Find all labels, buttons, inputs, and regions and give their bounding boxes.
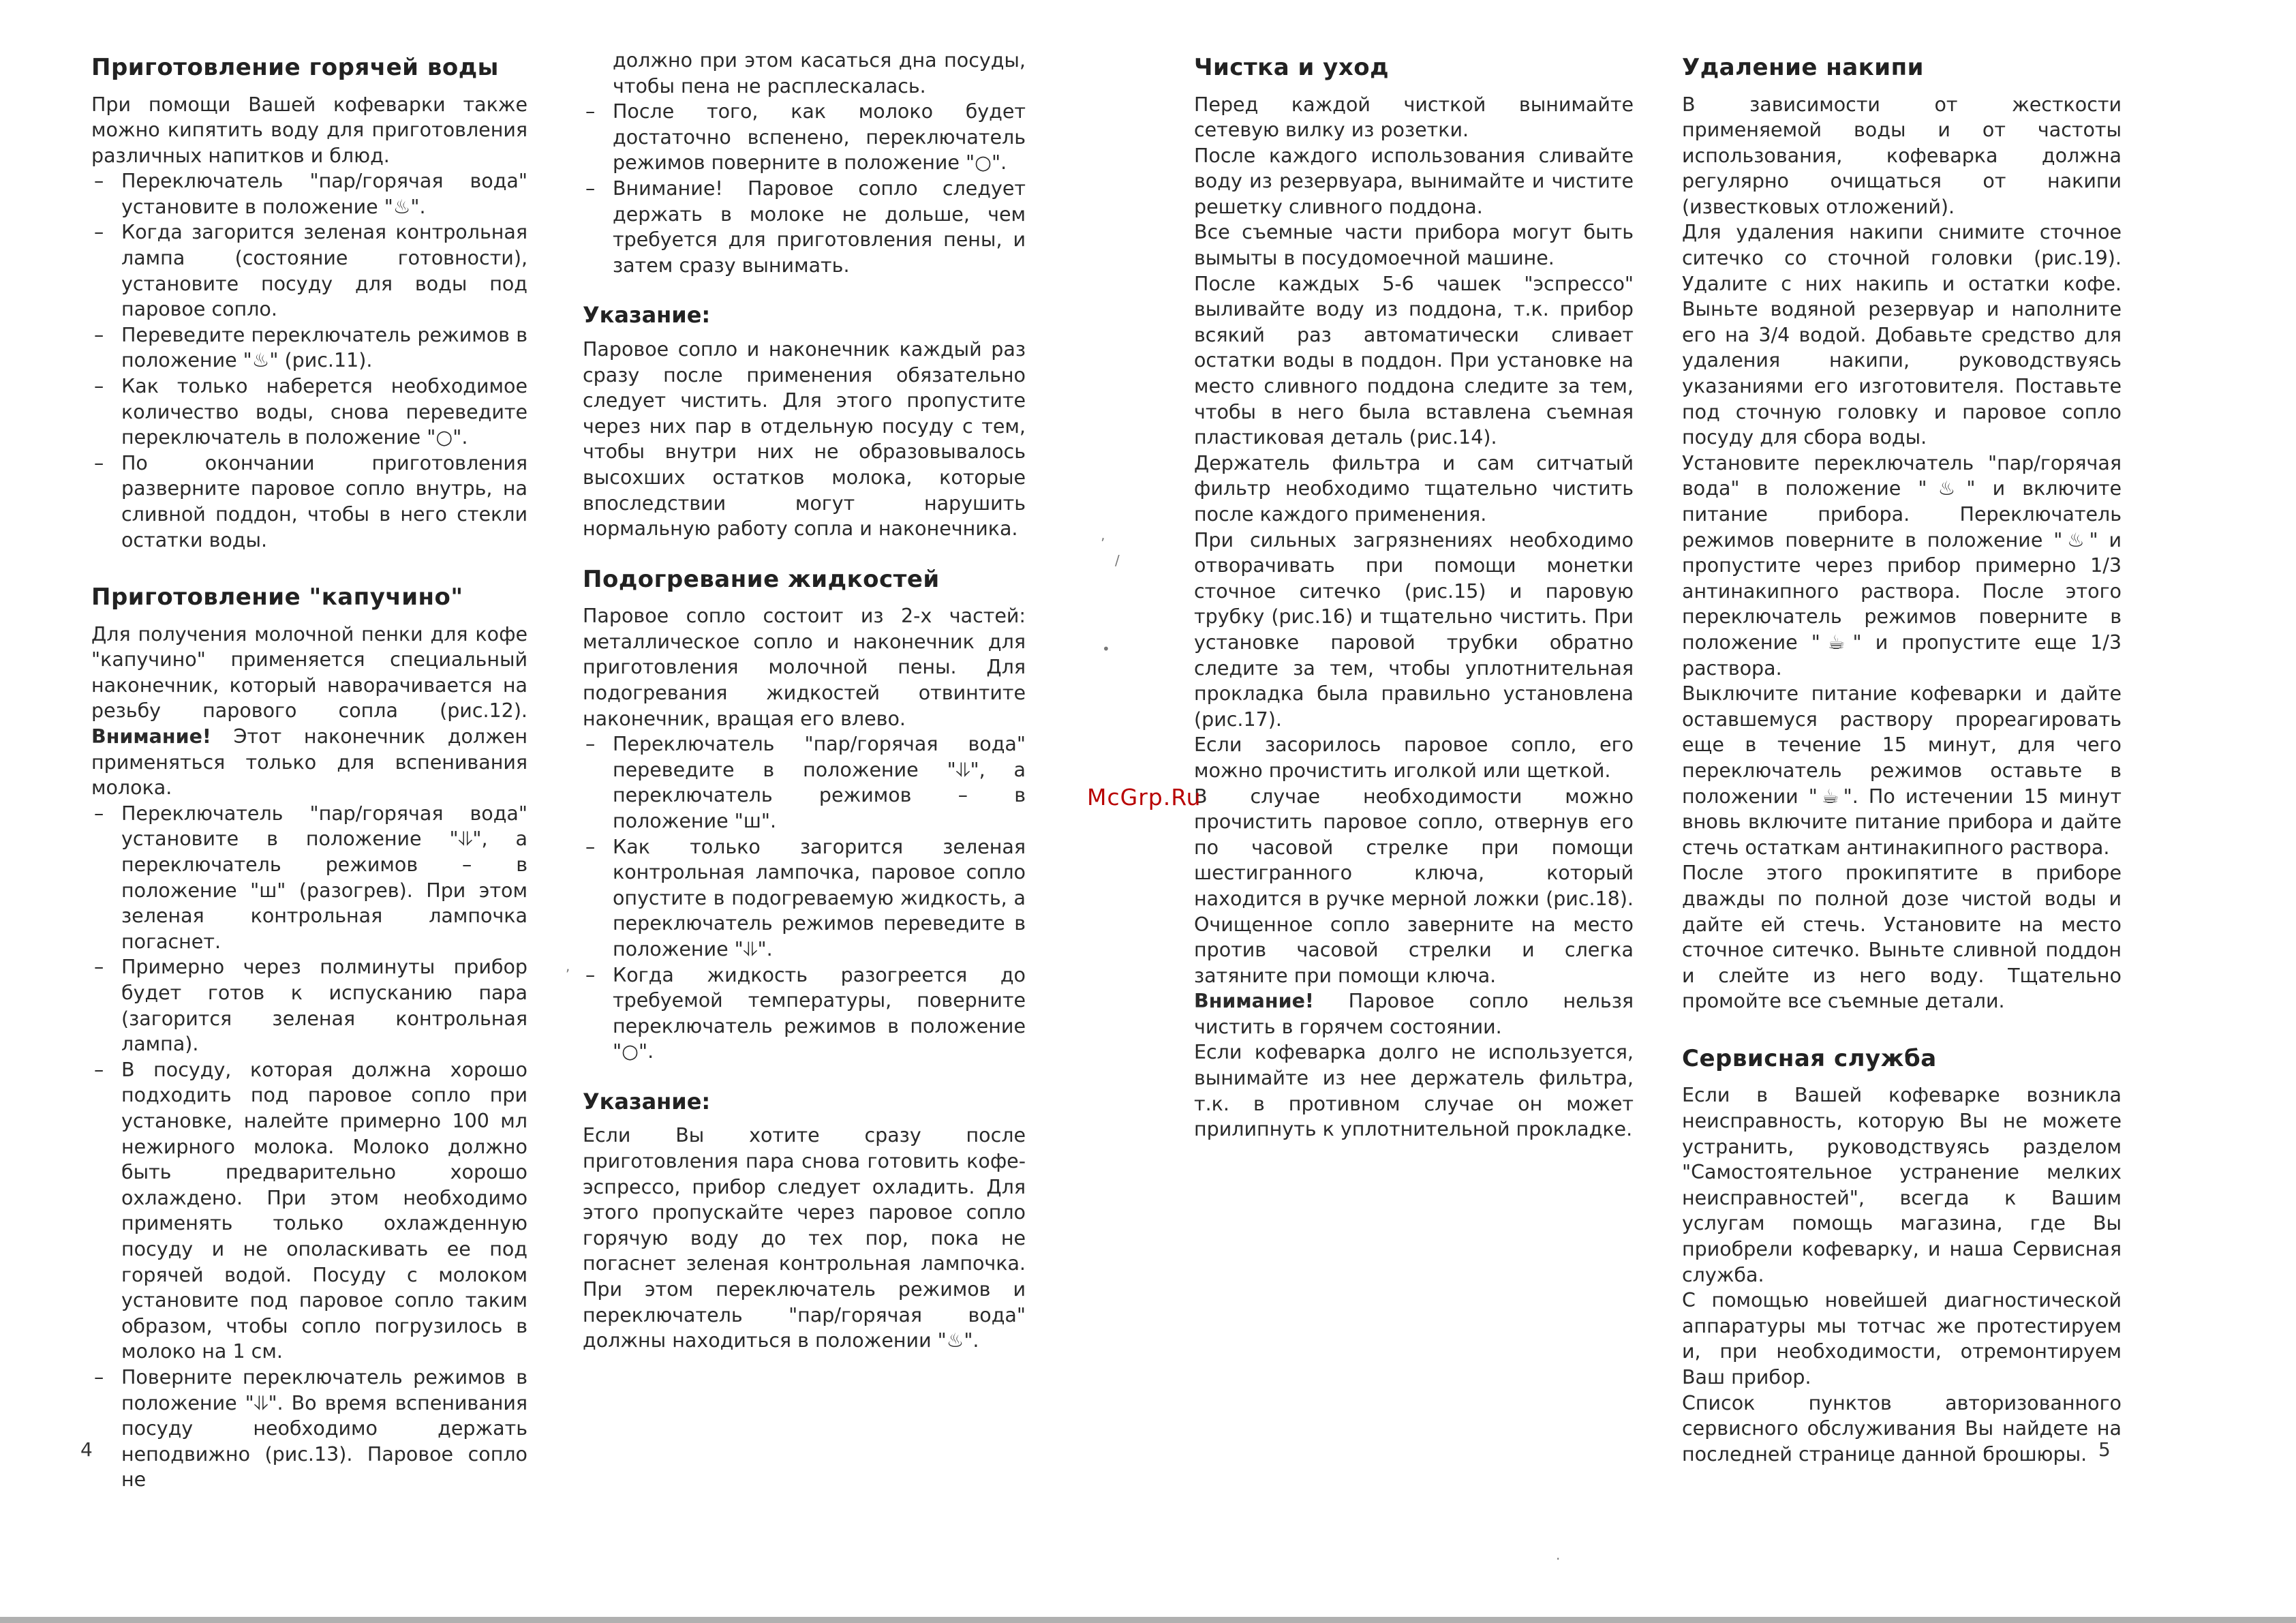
column-4 <box>1682 53 2122 1467</box>
paragraph: Перед каждой чисткой вынимайте сетевую вилку из розетки. <box>1194 93 1634 142</box>
bottom-edge <box>0 1617 2296 1623</box>
list-item: – Внимание! Паровое сопло следует держать в молоке не дольше, чем требуется для приготовления пены, и затем сразу вынимать. <box>583 176 1026 278</box>
note-text: Паровое сопло и наконечник каждый раз сразу после применения обязательно следует чистить. Для этого пропустите через них пар в отдельную посуду с тем, чтобы внутри них не образовывалось высохших остатков молока, которые впоследствии могут нарушить нормальную работу сопла и наконечника. <box>583 337 1026 541</box>
paragraph: Установите переключатель "пар/горячая вода" в положение "♨" и включите питание прибора. Переключатель режимов поверните в положение "♨" и пропустите через прибор примерно 1/3 антинакипного раствора. После этого переключатель режимов поверните в положение "☕" и пропустите еще 1/3 раствора. <box>1682 451 2122 680</box>
paragraph: С помощью новейшей диагностической аппаратуры мы тотчас же протестируем и, при необходимости, отремонтируем Ваш прибор. <box>1682 1289 2122 1389</box>
note-title: Указание: <box>583 1088 711 1114</box>
paragraph: При сильных загрязнениях необходимо отворачивать при помощи монетки сточное ситечко (рис.15) и паровую трубку (рис.16) и тщательно чистить. При установке паровой трубки обратно следите за тем, чтобы уплотнительная прокладка была правильно установлена (рис.17). <box>1194 528 1634 731</box>
cappuccino-steps-continued <box>583 99 1026 278</box>
paragraph: После каждых 5-6 чашек "эспрессо" выливайте воду из поддона, т.к. прибор всякий раз автоматически сливает остатки воды в поддон. При установке на место сливного поддона следите за тем, чтобы в него была вставлена съемная пластиковая деталь (рис.14). <box>1194 272 1634 449</box>
scan-mark: ʼ <box>1101 535 1105 551</box>
list-item: – Переключатель "пар/горячая вода" установите в положение "⥥", а переключатель режимов – в положение "ꟺ" (разогрев). При этом зеленая контрольная лампочка погаснет. <box>91 801 527 955</box>
list-item: – Когда загорится зеленая контрольная лампа (состояние готовности), установите посуду для воды под паровое сопло. <box>91 219 527 322</box>
paragraph: В случае необходимости можно прочистить паровое сопло, отвернув его по часовой стрелке при помощи шестигранного ключа, который находится в ручке мерной ложки (рис.18). Очищенное сопло заверните на место против часовой стрелки и слегка затяните при помощи ключа. <box>1194 785 1634 987</box>
paragraph: Если в Вашей кофеварке возникла неисправность, которую Вы не можете устранить, руководствуясь разделом "Самостоятельное устранение мелких неисправностей", всегда к Вашим услугам помощь магазина, где Вы приобрели кофеварку, и наша Сервисная служба. <box>1682 1084 2122 1286</box>
note-title: Указание: <box>583 302 711 329</box>
warning-text: Этот наконечник должен применяться только для вспенивания молока. <box>91 725 527 800</box>
section-title-heating: Подогревание жидкостей <box>583 565 940 593</box>
paragraph: Держатель фильтра и сам ситчатый фильтр необходимо тщательно чистить после каждого применения. <box>1194 451 1634 526</box>
list-item: – После того, как молоко будет достаточно вспенено, переключатель режимов поверните в положение "○". <box>583 99 1026 176</box>
section-title-cappuccino: Приготовление "капучино" <box>91 583 463 611</box>
list-item: – Переключатель "пар/горячая вода" установите в положение "♨". <box>91 168 527 219</box>
list-item: – Когда жидкость разогреется до требуемой температуры, поверните переключатель режимов в положение "○". <box>583 962 1026 1065</box>
list-item: – Переведите переключатель режимов в положение "♨" (рис.11). <box>91 322 527 374</box>
scan-mark: , <box>566 958 570 974</box>
cappuccino-intro-text: Для получения молочной пенки для кофе "капучино" применяется специальный наконечник, который наворачивается на резьбу парового сопла (рис.12). <box>91 622 527 723</box>
paragraph: После каждого использования сливайте воду из резервуара, вынимайте и чистите решетку сливного поддона. <box>1194 144 1634 218</box>
list-item: – Как только наберется необходимое количество воды, снова переведите переключатель в положение "○". <box>91 374 527 451</box>
heating-intro: Паровое сопло состоит из 2-х частей: металлическое сопло и наконечник для приготовления молочной пены. Для подогревания жидкостей отвинтите наконечник, вращая его влево. <box>583 605 1026 730</box>
paragraph: Все съемные части прибора могут быть вымыты в посудомоечной машине. <box>1194 221 1634 270</box>
hot-water-intro: При помощи Вашей кофеварки также можно кипятить воду для приготовления различных напитков и блюд. <box>91 93 527 167</box>
paragraph: Если кофеварка долго не используется, вынимайте из нее держатель фильтра, т.к. в противном случае он может прилипнуть к уплотнительной прокладке. <box>1194 1041 1634 1141</box>
list-item: – В посуду, которая должна хорошо подходить под паровое сопло при установке, налейте примерно 100 мл нежирного молока. Молоко должно быть предварительно хорошо охлаждено. При этом необходимо применять только охлажденную посуду и не ополаскивать ее под горячей водой. Посуду с молоком установите под паровое сопло таким образом, чтобы сопло погрузилось в молоко на 1 см. <box>91 1057 527 1365</box>
column-2 <box>583 48 1026 1354</box>
page-number-left: 4 <box>80 1438 93 1461</box>
note-text: Если Вы хотите сразу после приготовления пара снова готовить кофе-эспрессо, прибор следует охладить. Для этого пропускайте через паровое сопло горячую воду до тех пор, пока не погаснет зеленая контрольная лампочка. При этом переключатель режимов и переключатель "пар/горячая вода" должны находиться в положении "♨". <box>583 1124 1026 1352</box>
page-number-right: 5 <box>2098 1438 2111 1461</box>
continuation-text: должно при этом касаться дна посуды, чтобы пена не расплескалась. <box>613 49 1026 97</box>
column-3 <box>1194 53 1634 1142</box>
watermark: McGrp.Ru <box>1087 784 1201 810</box>
list-item: – Поверните переключатель режимов в положение "⥥". Во время вспенивания посуду необходимо держать неподвижно (рис.13). Паровое сопло не <box>91 1365 527 1493</box>
cappuccino-intro <box>91 622 527 801</box>
paragraph: Если засорилось паровое сопло, его можно прочистить иголкой или щеткой. <box>1194 733 1634 782</box>
heating-steps <box>583 731 1026 1065</box>
section-title-service: Сервисная служба <box>1682 1044 1937 1072</box>
warning-text: Паровое сопло нельзя чистить в горячем состоянии. <box>1194 990 1634 1038</box>
section-title-hot-water: Приготовление горячей воды <box>91 54 499 81</box>
list-item: – Примерно через полминуты прибор будет готов к испусканию пара (загорится зеленая контрольная лампа). <box>91 954 527 1057</box>
section-title-cleaning: Чистка и уход <box>1194 54 1390 81</box>
warning-label: Внимание! <box>1194 990 1314 1013</box>
paragraph: После этого прокипятите в приборе дважды по полной дозе чистой воды и дайте ей стечь. Установите на место сточное ситечко. Выньте сливной поддон и слейте из него воду. Тщательно промойте все съемные детали. <box>1682 862 2122 1013</box>
scan-mark: / <box>1115 552 1120 568</box>
warning-paragraph <box>1194 988 1634 1040</box>
paragraph: Для удаления накипи снимите сточное ситечко со сточной головки (рис.19). Удалите с них накипь и остатки кофе. Выньте водяной резервуар и наполните его на 3/4 водой. Добавьте средство для удаления накипи, руководствуясь указаниями его изготовителя. Поставьте под сточную головку и паровое сопло посуду для сбора воды. <box>1682 221 2122 449</box>
scan-mark: • <box>1102 641 1110 657</box>
paragraph: В зависимости от жесткости применяемой воды и от частоты использования, кофеварка должна регулярно очищаться от накипи (известковых отложений). <box>1682 93 2122 218</box>
paragraph: Список пунктов авторизованного сервисного обслуживания Вы найдете на последней странице данной брошюры. <box>1682 1391 2122 1466</box>
warning-label: Внимание! <box>91 725 211 748</box>
hot-water-steps <box>91 168 527 553</box>
list-item: – Как только загорится зеленая контрольная лампочка, паровое сопло опустите в подогреваемую жидкость, а переключатель режимов переведите в положение "⥥". <box>583 834 1026 962</box>
cappuccino-steps <box>91 801 527 1493</box>
scan-mark: · <box>1556 1551 1561 1567</box>
paragraph: Выключите питание кофеварки и дайте оставшемуся раствору прореагировать еще в течение 15 минут, для чего переключатель режимов оставьте в положении "☕". По истечении 15 минут вновь включите питание прибора и дайте стечь остаткам антинакипного раствора. <box>1682 682 2122 859</box>
list-item: – По окончании приготовления разверните паровое сопло внутрь, на сливной поддон, чтобы в него стекли остатки воды. <box>91 451 527 553</box>
column-1 <box>91 53 527 1493</box>
section-title-descaling: Удаление накипи <box>1682 54 1924 81</box>
list-item: – Переключатель "пар/горячая вода" переведите в положение "⥥", а переключатель режимов – в положение "ꟺ". <box>583 731 1026 834</box>
